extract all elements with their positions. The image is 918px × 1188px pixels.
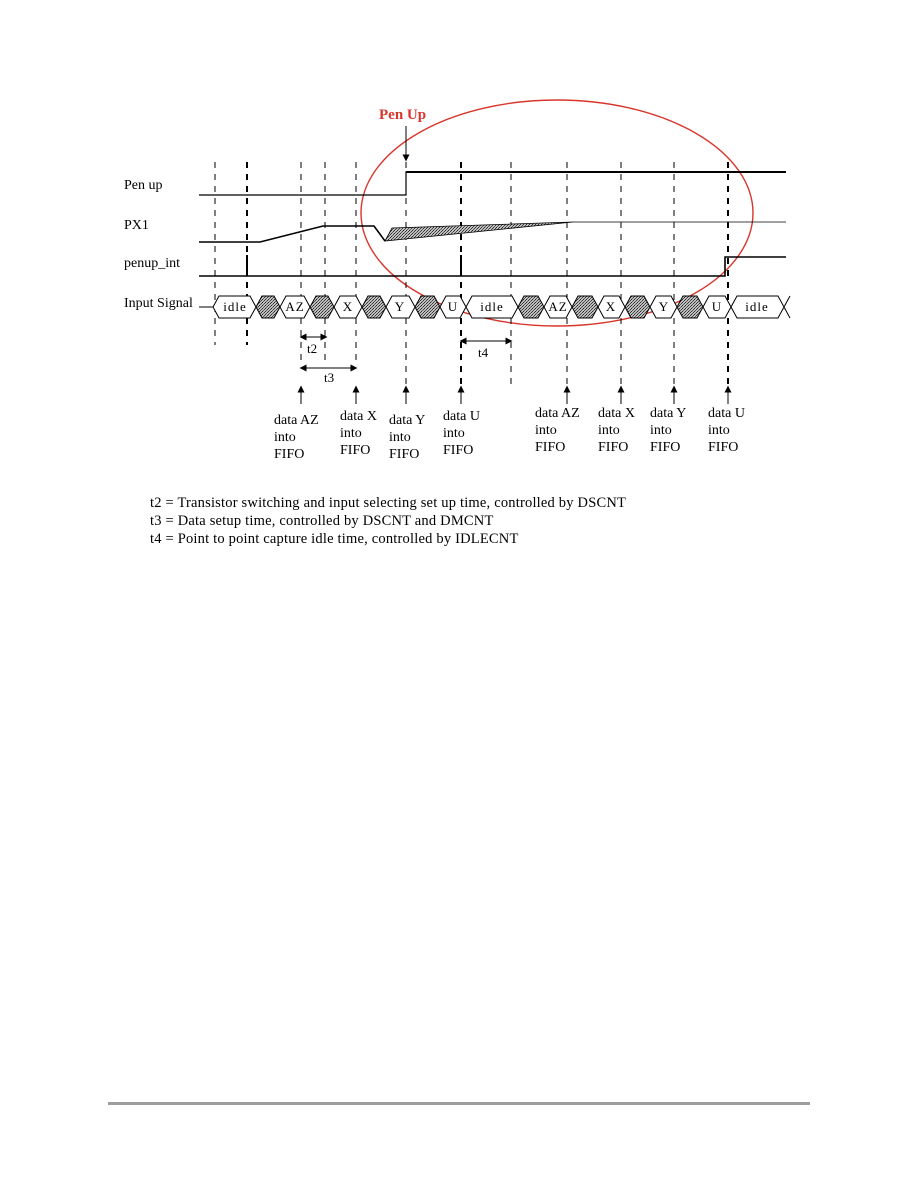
px1-hatched-transition	[385, 222, 573, 241]
bus-transition	[310, 296, 334, 318]
bus-transition	[625, 296, 650, 318]
bus-transition	[415, 296, 440, 318]
pen-up-highlight-ellipse	[361, 100, 753, 326]
timing-diagram	[0, 0, 918, 480]
annotation-data-u-1: data U into FIFO	[443, 409, 480, 458]
fifo-capture-arrows	[301, 389, 728, 404]
signal-label-penup-int: penup_int	[124, 256, 180, 271]
segment-label: idle	[480, 299, 504, 314]
segment-label: idle	[745, 299, 769, 314]
bus-transition	[362, 296, 386, 318]
footer-rule	[108, 1102, 810, 1105]
segment-label: Y	[658, 299, 670, 314]
dashed-time-markers	[215, 162, 728, 388]
segment-label: AZ	[285, 299, 305, 314]
annotation-data-y-1: data Y into FIFO	[389, 413, 426, 462]
annotation-data-x-1: data X into FIFO	[340, 409, 377, 458]
pen-up-callout-title: Pen Up	[379, 107, 427, 123]
signal-label-pen-up: Pen up	[124, 178, 163, 193]
legend-line-t2: t2 = Transistor switching and input selecting set up time, controlled by DSCNT	[150, 495, 627, 511]
segment-label: U	[447, 299, 459, 314]
interval-label-t2: t2	[307, 341, 318, 356]
pen-up-waveform	[199, 172, 786, 195]
segment-label: X	[605, 299, 617, 314]
fifo-annotations	[274, 406, 745, 462]
segment-label: U	[711, 299, 723, 314]
signal-label-px1: PX1	[124, 218, 149, 233]
annotation-data-u-2: data U into FIFO	[708, 406, 745, 455]
timing-legend	[150, 494, 850, 548]
interval-label-t4: t4	[478, 345, 489, 360]
bus-transition	[256, 296, 280, 318]
annotation-data-az-1: data AZ into FIFO	[274, 413, 319, 462]
annotation-data-az-2: data AZ into FIFO	[535, 406, 580, 455]
signal-label-input-signal: Input Signal	[124, 296, 193, 311]
annotation-data-x-2: data X into FIFO	[598, 406, 635, 455]
segment-label: AZ	[548, 299, 568, 314]
bus-transition	[677, 296, 703, 318]
segment-label: Y	[394, 299, 406, 314]
segment-label: idle	[223, 299, 247, 314]
legend-line-t3: t3 = Data setup time, controlled by DSCNT and DMCNT	[150, 513, 494, 529]
annotation-data-y-2: data Y into FIFO	[650, 406, 687, 455]
penup-int-waveform	[199, 257, 786, 276]
px1-waveform	[199, 226, 385, 242]
bus-transition	[518, 296, 544, 318]
bus-transition	[572, 296, 598, 318]
legend-line-t4: t4 = Point to point capture idle time, controlled by IDLECNT	[150, 531, 519, 547]
interval-label-t3: t3	[324, 370, 335, 385]
segment-label: X	[342, 299, 354, 314]
